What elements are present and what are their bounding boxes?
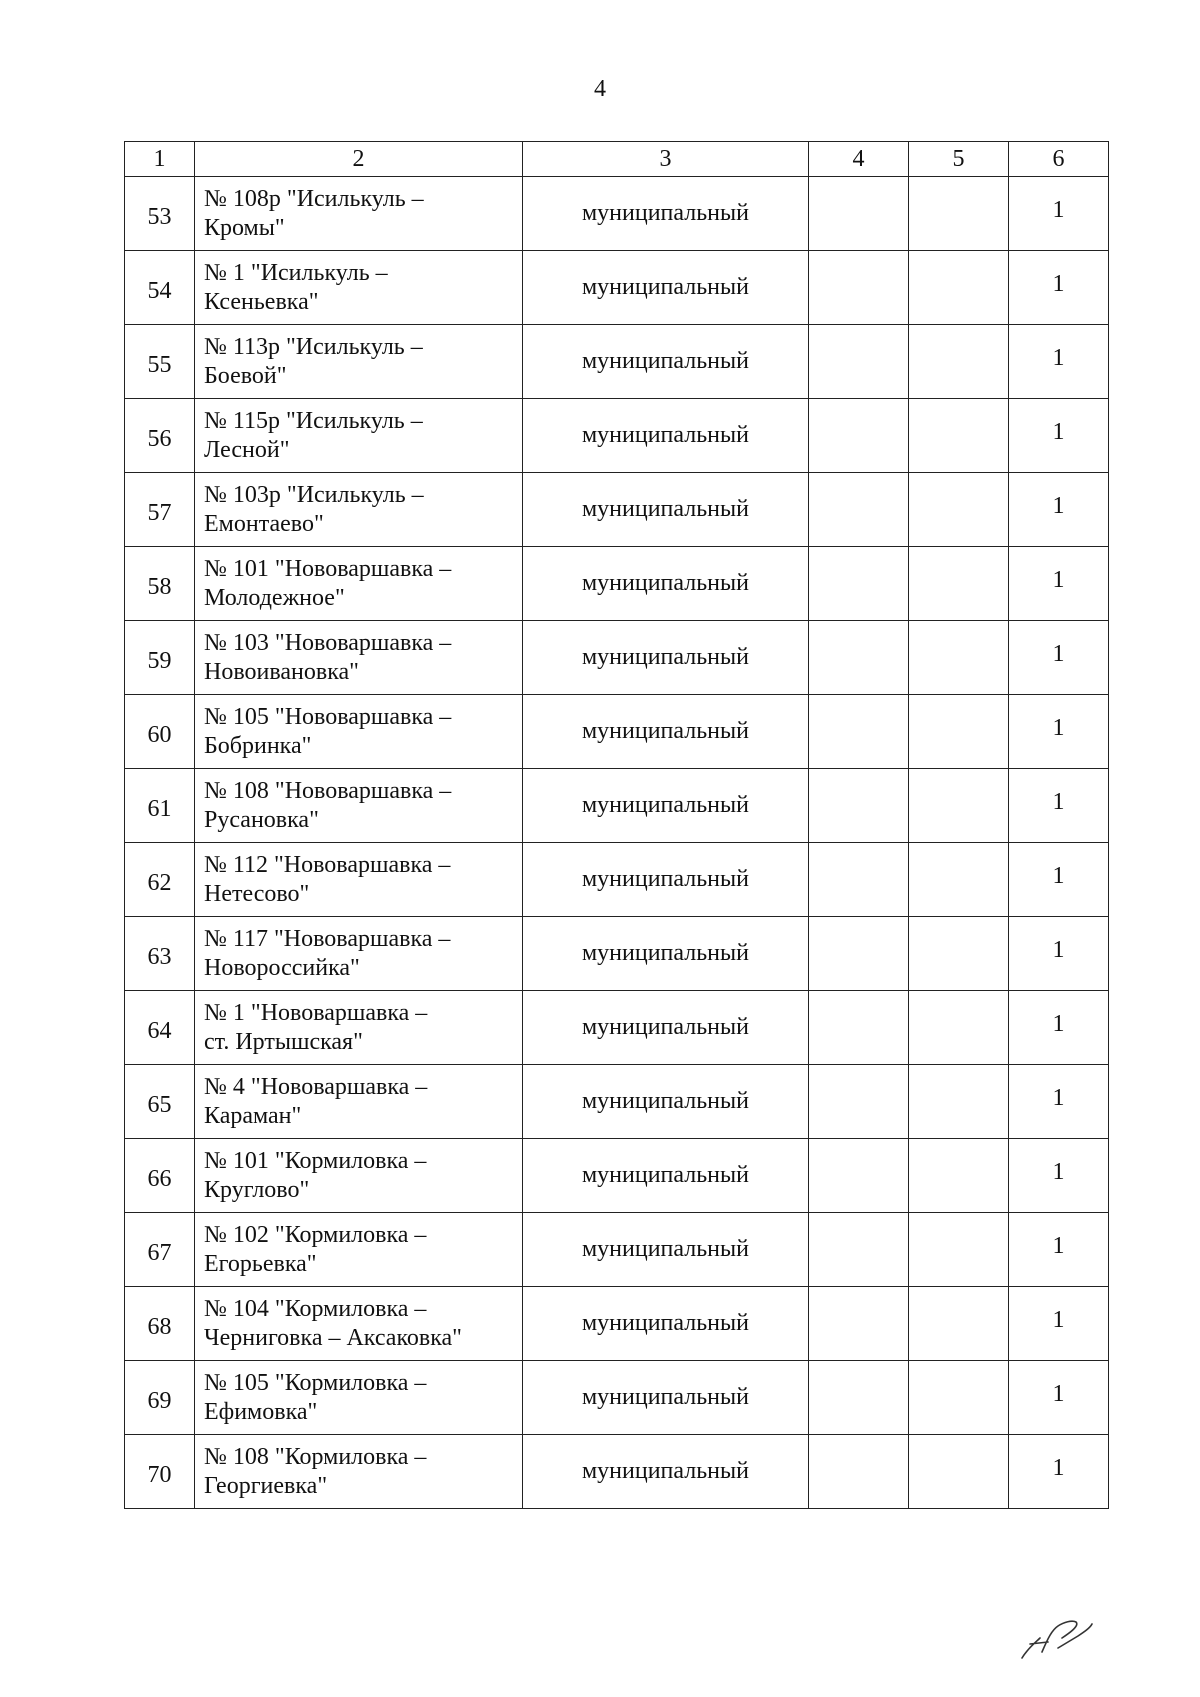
table-row [125, 1213, 1109, 1287]
column-4-cell [809, 325, 909, 399]
column-5-cell [909, 917, 1009, 991]
route-type-cell: муниципальный [523, 1361, 809, 1435]
route-name-line-2: Караман" [204, 1102, 302, 1129]
route-type-cell: муниципальный [523, 177, 809, 251]
route-name-cell [195, 843, 523, 917]
route-type-cell: муниципальный [523, 547, 809, 621]
header-cell: 6 [1009, 142, 1109, 177]
route-name-cell [195, 473, 523, 547]
route-name-line-2: Георгиевка" [204, 1472, 328, 1499]
route-name-cell [195, 251, 523, 325]
header-cell: 3 [523, 142, 809, 177]
route-name-line-1: № 103 "Нововаршавка – [204, 629, 452, 656]
route-name-line-2: Емонтаево" [204, 510, 324, 537]
route-name-line-2: Русановка" [204, 806, 319, 833]
column-5-cell [909, 1361, 1009, 1435]
route-name-line-2: ст. Иртышская" [204, 1028, 363, 1055]
route-type-cell: муниципальный [523, 473, 809, 547]
column-6-cell: 1 [1009, 917, 1109, 991]
table-row [125, 1139, 1109, 1213]
column-6-cell: 1 [1009, 769, 1109, 843]
column-5-cell [909, 1287, 1009, 1361]
header-cell: 4 [809, 142, 909, 177]
route-name-line-2: Боевой" [204, 362, 287, 389]
route-name-cell [195, 621, 523, 695]
row-number-cell: 56 [125, 399, 195, 473]
route-name-cell [195, 1139, 523, 1213]
route-type-cell: муниципальный [523, 843, 809, 917]
row-number-cell: 67 [125, 1213, 195, 1287]
route-name-line-2: Новороссийка" [204, 954, 360, 981]
route-name-line-1: № 101 "Нововаршавка – [204, 555, 452, 582]
row-number-cell: 70 [125, 1435, 195, 1509]
route-name-cell [195, 399, 523, 473]
row-number-cell: 64 [125, 991, 195, 1065]
row-number-cell: 58 [125, 547, 195, 621]
route-name-line-2: Новоивановка" [204, 658, 359, 685]
route-name-line-1: № 108 "Кормиловка – [204, 1443, 427, 1470]
route-name-line-1: № 112 "Нововаршавка – [204, 851, 451, 878]
column-6-cell: 1 [1009, 473, 1109, 547]
route-name-cell [195, 769, 523, 843]
column-5-cell [909, 473, 1009, 547]
column-5-cell [909, 769, 1009, 843]
column-6-cell: 1 [1009, 325, 1109, 399]
route-type-cell: муниципальный [523, 769, 809, 843]
page-number: 4 [594, 76, 606, 102]
route-name-cell [195, 1065, 523, 1139]
column-5-cell [909, 251, 1009, 325]
route-name-line-2: Ксеньевка" [204, 288, 319, 315]
column-4-cell [809, 695, 909, 769]
route-name-line-2: Круглово" [204, 1176, 310, 1203]
row-number-cell: 63 [125, 917, 195, 991]
route-name-cell [195, 1435, 523, 1509]
table-row [125, 843, 1109, 917]
route-type-cell: муниципальный [523, 917, 809, 991]
route-name-line-1: № 117 "Нововаршавка – [204, 925, 451, 952]
route-name-line-1: № 108 "Нововаршавка – [204, 777, 452, 804]
column-5-cell [909, 547, 1009, 621]
column-5-cell [909, 1435, 1009, 1509]
column-4-cell [809, 1213, 909, 1287]
route-name-cell [195, 1213, 523, 1287]
route-type-cell: муниципальный [523, 399, 809, 473]
route-name-line-2: Кромы" [204, 214, 285, 241]
route-type-cell: муниципальный [523, 1435, 809, 1509]
column-4-cell [809, 1287, 909, 1361]
row-number-cell: 61 [125, 769, 195, 843]
column-4-cell [809, 1065, 909, 1139]
column-5-cell [909, 399, 1009, 473]
column-4-cell [809, 1435, 909, 1509]
route-name-line-2: Егорьевка" [204, 1250, 317, 1277]
route-name-line-1: № 105 "Нововаршавка – [204, 703, 452, 730]
column-5-cell [909, 1213, 1009, 1287]
route-name-line-1: № 1 "Исилькуль – [204, 259, 388, 286]
column-4-cell [809, 917, 909, 991]
header-cell: 2 [195, 142, 523, 177]
table-row [125, 473, 1109, 547]
route-type-cell: муниципальный [523, 695, 809, 769]
row-number-cell: 65 [125, 1065, 195, 1139]
signature-mark [1018, 1608, 1098, 1664]
column-5-cell [909, 1065, 1009, 1139]
column-6-cell: 1 [1009, 1213, 1109, 1287]
route-type-cell: муниципальный [523, 991, 809, 1065]
column-6-cell: 1 [1009, 1435, 1109, 1509]
header-cell: 1 [125, 142, 195, 177]
row-number-cell: 60 [125, 695, 195, 769]
table-header-row [125, 142, 1109, 177]
column-6-cell: 1 [1009, 621, 1109, 695]
route-name-cell [195, 917, 523, 991]
column-4-cell [809, 843, 909, 917]
column-6-cell: 1 [1009, 843, 1109, 917]
table-row [125, 621, 1109, 695]
route-name-line-1: № 105 "Кормиловка – [204, 1369, 427, 1396]
column-4-cell [809, 547, 909, 621]
column-5-cell [909, 695, 1009, 769]
column-5-cell [909, 843, 1009, 917]
table-row [125, 991, 1109, 1065]
route-name-cell [195, 991, 523, 1065]
column-6-cell: 1 [1009, 1361, 1109, 1435]
column-6-cell: 1 [1009, 1139, 1109, 1213]
table-row [125, 917, 1109, 991]
route-name-line-2: Лесной" [204, 436, 290, 463]
table-row [125, 1435, 1109, 1509]
route-name-cell [195, 1287, 523, 1361]
column-4-cell [809, 251, 909, 325]
row-number-cell: 53 [125, 177, 195, 251]
column-6-cell: 1 [1009, 1065, 1109, 1139]
row-number-cell: 57 [125, 473, 195, 547]
column-4-cell [809, 1139, 909, 1213]
table-row [125, 325, 1109, 399]
column-5-cell [909, 1139, 1009, 1213]
table-row [125, 1065, 1109, 1139]
row-number-cell: 66 [125, 1139, 195, 1213]
route-name-line-1: № 113р "Исилькуль – [204, 333, 423, 360]
table-row [125, 177, 1109, 251]
route-name-line-1: № 108р "Исилькуль – [204, 185, 424, 212]
table-row [125, 399, 1109, 473]
route-name-line-2: Ефимовка" [204, 1398, 318, 1425]
row-number-cell: 62 [125, 843, 195, 917]
route-type-cell: муниципальный [523, 325, 809, 399]
column-4-cell [809, 399, 909, 473]
route-name-line-1: № 1 "Нововаршавка – [204, 999, 428, 1026]
route-type-cell: муниципальный [523, 1065, 809, 1139]
table-row [125, 1287, 1109, 1361]
column-6-cell: 1 [1009, 177, 1109, 251]
column-5-cell [909, 177, 1009, 251]
column-4-cell [809, 1361, 909, 1435]
column-6-cell: 1 [1009, 399, 1109, 473]
routes-table [124, 141, 1109, 1509]
route-name-line-2: Черниговка – Аксаковка" [204, 1324, 462, 1351]
row-number-cell: 54 [125, 251, 195, 325]
column-5-cell [909, 621, 1009, 695]
route-name-line-1: № 115р "Исилькуль – [204, 407, 423, 434]
route-type-cell: муниципальный [523, 621, 809, 695]
route-name-cell [195, 1361, 523, 1435]
table-body [125, 142, 1109, 1509]
route-type-cell: муниципальный [523, 1287, 809, 1361]
column-6-cell: 1 [1009, 547, 1109, 621]
column-4-cell [809, 621, 909, 695]
route-name-cell [195, 695, 523, 769]
route-name-line-1: № 104 "Кормиловка – [204, 1295, 427, 1322]
header-cell: 5 [909, 142, 1009, 177]
table-row [125, 251, 1109, 325]
route-name-line-1: № 102 "Кормиловка – [204, 1221, 427, 1248]
column-6-cell: 1 [1009, 991, 1109, 1065]
column-5-cell [909, 991, 1009, 1065]
route-type-cell: муниципальный [523, 251, 809, 325]
row-number-cell: 55 [125, 325, 195, 399]
column-6-cell: 1 [1009, 1287, 1109, 1361]
table-row [125, 695, 1109, 769]
route-name-line-1: № 4 "Нововаршавка – [204, 1073, 428, 1100]
route-type-cell: муниципальный [523, 1139, 809, 1213]
column-5-cell [909, 325, 1009, 399]
column-4-cell [809, 473, 909, 547]
route-name-line-1: № 103р "Исилькуль – [204, 481, 424, 508]
route-name-line-2: Нетесово" [204, 880, 310, 907]
route-name-line-2: Бобринка" [204, 732, 312, 759]
row-number-cell: 68 [125, 1287, 195, 1361]
route-name-line-1: № 101 "Кормиловка – [204, 1147, 427, 1174]
route-name-cell [195, 325, 523, 399]
route-name-line-2: Молодежное" [204, 584, 345, 611]
route-type-cell: муниципальный [523, 1213, 809, 1287]
route-name-cell [195, 547, 523, 621]
column-4-cell [809, 769, 909, 843]
row-number-cell: 59 [125, 621, 195, 695]
column-6-cell: 1 [1009, 251, 1109, 325]
row-number-cell: 69 [125, 1361, 195, 1435]
table-row [125, 547, 1109, 621]
table-row [125, 1361, 1109, 1435]
table-row [125, 769, 1109, 843]
column-4-cell [809, 991, 909, 1065]
route-name-cell [195, 177, 523, 251]
column-4-cell [809, 177, 909, 251]
column-6-cell: 1 [1009, 695, 1109, 769]
